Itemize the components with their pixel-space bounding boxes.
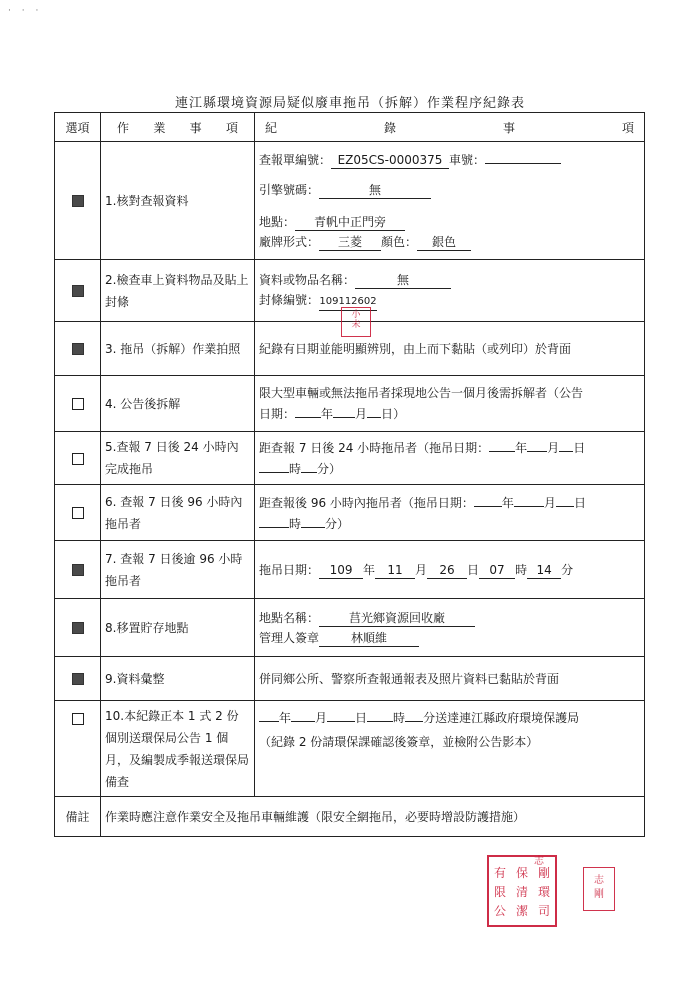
checkbox-item-4[interactable] bbox=[72, 398, 84, 410]
year-unit: 年 bbox=[501, 495, 514, 510]
seal-char: 限 bbox=[493, 884, 506, 899]
tow-24h-hour-blank bbox=[259, 458, 289, 473]
report-no-label: 查報單編號： bbox=[259, 153, 332, 167]
storage-place-value: 莒光鄉資源回收廠 bbox=[319, 610, 475, 627]
seal-char: 有 bbox=[493, 865, 506, 880]
notice-year-blank bbox=[295, 403, 321, 418]
item-9-record: 併同鄉公所、警察所查報通報表及照片資料已黏貼於背面 bbox=[259, 671, 560, 686]
header-record-char: 項 bbox=[621, 120, 634, 135]
tow-96h-year-blank bbox=[474, 492, 502, 507]
tow-96h-label: 距查報後 96 小時內拖吊者（拖吊日期： bbox=[259, 495, 474, 510]
item-6-label: 6. 查報 7 日後 96 小時內拖吊者 bbox=[105, 494, 243, 531]
plate-value bbox=[485, 149, 561, 164]
checkbox-item-6[interactable] bbox=[72, 507, 84, 519]
delivery-destination: 分送達連江縣政府環境保護局 bbox=[423, 711, 580, 725]
seal-char: 未 bbox=[351, 320, 361, 330]
year-unit: 年 bbox=[321, 407, 334, 421]
tow-96h-month-blank bbox=[514, 492, 544, 507]
seal-char: 小 bbox=[351, 310, 361, 320]
month-unit: 月 bbox=[315, 711, 328, 725]
month-unit: 月 bbox=[543, 495, 556, 510]
brand-label: 廠牌形式： bbox=[259, 235, 320, 249]
color-value: 銀色 bbox=[417, 234, 471, 251]
manager-signature: 林順維 bbox=[319, 630, 419, 647]
tow-96h-day-blank bbox=[556, 492, 574, 507]
seal-char: 剛 bbox=[594, 889, 604, 900]
checkbox-item-8[interactable] bbox=[72, 622, 84, 634]
header-task-char: 項 bbox=[225, 120, 238, 135]
items-label: 資料或物品名稱： bbox=[259, 273, 356, 287]
month-unit: 月 bbox=[355, 407, 368, 421]
location-value: 青帆中正門旁 bbox=[295, 214, 405, 231]
seal-char: 公 bbox=[493, 903, 506, 918]
tow-minute-value: 14 bbox=[527, 562, 561, 579]
item-2-label: 2.檢查車上資料物品及貼上封條 bbox=[105, 272, 249, 309]
header-record-char: 事 bbox=[502, 120, 515, 135]
table-row bbox=[55, 701, 645, 797]
seal-char: 保 bbox=[515, 865, 528, 880]
storage-place-label: 地點名稱： bbox=[259, 610, 320, 625]
seal-char: 司 bbox=[537, 903, 550, 918]
seal-char: 志 bbox=[594, 875, 604, 886]
delivery-month-blank bbox=[291, 707, 315, 722]
table-row bbox=[55, 541, 645, 599]
tow-24h-day-blank bbox=[559, 437, 573, 452]
item-1-label: 1.核對查報資料 bbox=[105, 193, 189, 208]
item-3-label: 3. 拖吊（拆解）作業拍照 bbox=[105, 341, 241, 356]
checkbox-item-10[interactable] bbox=[72, 713, 84, 725]
year-unit: 年 bbox=[515, 441, 528, 455]
checkbox-item-7[interactable] bbox=[72, 564, 84, 576]
delivery-minute-blank bbox=[405, 707, 423, 722]
plate-label: 車號： bbox=[449, 153, 486, 167]
checkbox-item-9[interactable] bbox=[72, 673, 84, 685]
record-table bbox=[54, 112, 645, 837]
minute-unit: 分） bbox=[325, 516, 350, 531]
header-record-char: 紀 bbox=[265, 120, 278, 135]
minute-unit: 分 bbox=[561, 562, 574, 577]
seal-char: 潔 bbox=[515, 903, 528, 918]
item-3-record: 紀錄有日期並能明顯辨別，由上而下黏貼（或列印）於背面 bbox=[259, 341, 572, 356]
checkbox-item-3[interactable] bbox=[72, 343, 84, 355]
notice-date-close: ） bbox=[393, 407, 406, 421]
table-row bbox=[55, 485, 645, 541]
tow-96h-minute-blank bbox=[301, 513, 325, 528]
seal-no-value: 109112602 bbox=[319, 294, 377, 311]
tow-hour-value: 07 bbox=[479, 562, 515, 579]
square-seal-stamp bbox=[583, 867, 615, 911]
month-unit: 月 bbox=[547, 441, 560, 455]
tow-date-label: 拖吊日期： bbox=[259, 562, 320, 577]
small-seal-stamp bbox=[341, 307, 371, 337]
table-row bbox=[55, 142, 645, 260]
checkbox-item-2[interactable] bbox=[72, 285, 84, 297]
company-seal-stamp bbox=[487, 855, 557, 927]
tow-96h-hour-blank bbox=[259, 513, 289, 528]
seal-char: 志 bbox=[534, 856, 544, 867]
item-8-label: 8.移置貯存地點 bbox=[105, 620, 189, 635]
item-10-note: （紀錄 2 份請環保課確認後簽章，並檢附公告影本） bbox=[259, 735, 539, 749]
corner-marks: · · · bbox=[8, 6, 43, 16]
report-no-value: EZ05CS-0000375 bbox=[331, 152, 449, 169]
header-task-char: 事 bbox=[189, 120, 202, 135]
manager-label: 管理人簽章 bbox=[259, 630, 320, 645]
tow-24h-label: 距查報 7 日後 24 小時拖吊者（拖吊日期： bbox=[259, 441, 490, 455]
notice-month-blank bbox=[333, 403, 355, 418]
header-record-char: 錄 bbox=[383, 120, 396, 135]
seal-no-label: 封條編號： bbox=[259, 293, 320, 307]
items-value: 無 bbox=[355, 272, 451, 289]
day-unit: 日 bbox=[467, 562, 480, 577]
tow-year-value: 109 bbox=[319, 562, 363, 579]
seal-char: 環 bbox=[537, 884, 550, 899]
header-option: 選項 bbox=[55, 113, 101, 142]
notice-date-label: 日期： bbox=[259, 407, 296, 421]
hour-unit: 時 bbox=[289, 516, 302, 531]
table-row bbox=[55, 376, 645, 432]
delivery-day-blank bbox=[327, 707, 355, 722]
delivery-hour-blank bbox=[367, 707, 393, 722]
seal-char: 清 bbox=[515, 884, 528, 899]
table-header-row bbox=[55, 113, 645, 142]
item-10-label: 10.本紀錄正本 1 式 2 份個別送環保局公告 1 個月，及編製成季報送環保局備查 bbox=[105, 709, 250, 789]
month-unit: 月 bbox=[415, 562, 428, 577]
location-label: 地點： bbox=[259, 215, 296, 229]
color-label: 顏色： bbox=[381, 235, 418, 249]
table-row bbox=[55, 432, 645, 485]
header-record bbox=[255, 113, 645, 142]
item-4-record-line1: 限大型車輛或無法拖吊者採現地公告一個月後需拆解者（公告 bbox=[259, 386, 584, 400]
item-4-label: 4. 公告後拆解 bbox=[105, 396, 181, 411]
table-row bbox=[55, 657, 645, 701]
year-unit: 年 bbox=[363, 562, 376, 577]
brand-value: 三菱 bbox=[319, 234, 381, 251]
minute-unit: 分） bbox=[317, 462, 342, 476]
day-unit: 日 bbox=[355, 711, 368, 725]
notice-day-blank bbox=[367, 403, 381, 418]
day-unit: 日 bbox=[381, 407, 394, 421]
hour-unit: 時 bbox=[393, 711, 406, 725]
hour-unit: 時 bbox=[289, 462, 302, 476]
tow-24h-month-blank bbox=[527, 437, 547, 452]
year-unit: 年 bbox=[279, 711, 292, 725]
item-5-label: 5.查報 7 日後 24 小時內完成拖吊 bbox=[105, 440, 239, 476]
seal-char: 剛 bbox=[537, 865, 550, 880]
table-row bbox=[55, 599, 645, 657]
remark-row bbox=[55, 797, 645, 837]
item-9-label: 9.資料彙整 bbox=[105, 671, 165, 686]
header-task-char: 作 bbox=[117, 120, 130, 135]
tow-24h-minute-blank bbox=[301, 458, 317, 473]
delivery-year-blank bbox=[259, 707, 279, 722]
checkbox-item-1[interactable] bbox=[72, 195, 84, 207]
tow-day-value: 26 bbox=[427, 562, 467, 579]
tow-month-value: 11 bbox=[375, 562, 415, 579]
remark-label: 備註 bbox=[55, 797, 101, 837]
checkbox-item-5[interactable] bbox=[72, 453, 84, 465]
form-title: 連江縣環境資源局疑似廢車拖吊（拆解）作業程序紀錄表 bbox=[174, 96, 525, 111]
day-unit: 日 bbox=[573, 441, 586, 455]
header-task-char: 業 bbox=[153, 120, 166, 135]
remark-text: 作業時應注意作業安全及拖吊車輛維護（限安全網拖吊，必要時增設防護措施） bbox=[105, 809, 526, 824]
hour-unit: 時 bbox=[515, 562, 528, 577]
item-7-label: 7. 查報 7 日後逾 96 小時拖吊者 bbox=[105, 551, 243, 588]
engine-value: 無 bbox=[319, 182, 431, 199]
engine-label: 引擎號碼： bbox=[259, 183, 320, 197]
day-unit: 日 bbox=[573, 495, 586, 510]
tow-24h-year-blank bbox=[489, 437, 515, 452]
header-task bbox=[101, 113, 255, 142]
